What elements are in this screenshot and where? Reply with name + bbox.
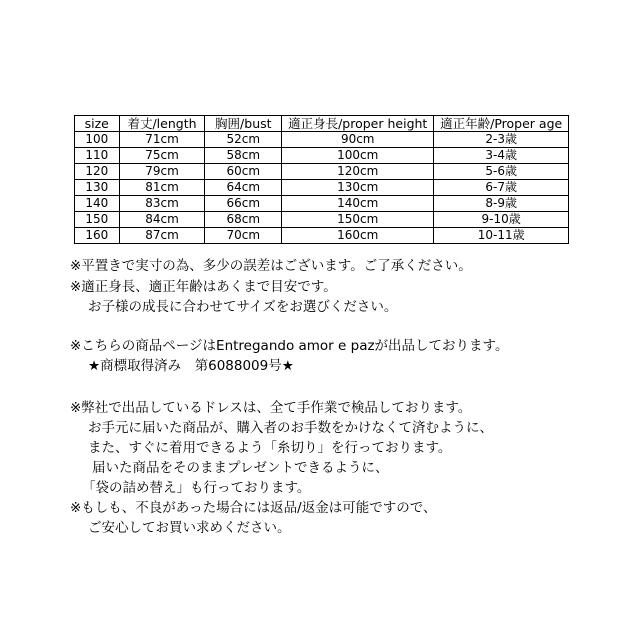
cell-bust: 52cm: [205, 132, 282, 148]
size-table: [74, 115, 569, 244]
handmade-note-line-2: お手元に届いた商品が、購入者のお手数をかけなくて済むように、: [88, 420, 493, 436]
cell-age: 9-10歳: [434, 212, 569, 228]
table-row: [75, 132, 569, 148]
trademark-note: ★商標取得済み 第6088009号★: [88, 358, 294, 374]
header-bust: 胸囲/bust: [205, 116, 282, 132]
cell-bust: 60cm: [205, 164, 282, 180]
table-row: [75, 180, 569, 196]
return-note-detail: ご安心してお買い求めください。: [88, 520, 291, 536]
size-guide-note: ※適正身長、適正年齢はあくまで目安です。: [70, 279, 337, 295]
handmade-note-line-5: 「袋の詰め替え」も行っております。: [82, 480, 311, 496]
cell-age: 6-7歳: [434, 180, 569, 196]
table-row: [75, 164, 569, 180]
table-row: [75, 196, 569, 212]
header-proper-height: 適正身長/proper height: [282, 116, 434, 132]
cell-length: 81cm: [119, 180, 205, 196]
cell-length: 71cm: [119, 132, 205, 148]
cell-height: 100cm: [282, 148, 434, 164]
cell-bust: 68cm: [205, 212, 282, 228]
cell-length: 79cm: [119, 164, 205, 180]
cell-size: 110: [75, 148, 120, 164]
cell-bust: 66cm: [205, 196, 282, 212]
size-guide-note-detail: お子様の成長に合わせてサイズをお選びください。: [88, 299, 398, 315]
handmade-note-line-4: 届いた商品をそのままプレゼントできるように、: [92, 460, 389, 476]
cell-bust: 64cm: [205, 180, 282, 196]
cell-size: 120: [75, 164, 120, 180]
table-row: [75, 228, 569, 244]
cell-height: 150cm: [282, 212, 434, 228]
cell-length: 83cm: [119, 196, 205, 212]
cell-size: 150: [75, 212, 120, 228]
table-row: [75, 148, 569, 164]
cell-height: 160cm: [282, 228, 434, 244]
cell-length: 87cm: [119, 228, 205, 244]
cell-bust: 58cm: [205, 148, 282, 164]
cell-size: 100: [75, 132, 120, 148]
cell-height: 120cm: [282, 164, 434, 180]
cell-length: 84cm: [119, 212, 205, 228]
table-header-row: [75, 116, 569, 132]
header-length: 着丈/length: [119, 116, 205, 132]
handmade-note-line-3: また、すぐに着用できるよう「糸切り」を行っております。: [88, 440, 452, 456]
header-proper-age: 適正年齢/Proper age: [434, 116, 569, 132]
cell-age: 2-3歳: [434, 132, 569, 148]
handmade-note: ※弊社で出品しているドレスは、全て手作業で検品しております。: [70, 400, 472, 416]
table-row: [75, 212, 569, 228]
cell-size: 160: [75, 228, 120, 244]
cell-height: 90cm: [282, 132, 434, 148]
cell-age: 5-6歳: [434, 164, 569, 180]
return-note: ※もしも、不良があった場合には返品/返金は可能ですので、: [70, 500, 437, 516]
cell-bust: 70cm: [205, 228, 282, 244]
cell-age: 8-9歳: [434, 196, 569, 212]
cell-age: 3-4歳: [434, 148, 569, 164]
measurement-note: ※平置きで実寸の為、多少の誤差はございます。ご了承ください。: [70, 258, 472, 274]
cell-height: 140cm: [282, 196, 434, 212]
cell-age: 10-11歳: [434, 228, 569, 244]
header-size: size: [75, 116, 120, 132]
cell-length: 75cm: [119, 148, 205, 164]
cell-size: 140: [75, 196, 120, 212]
cell-height: 130cm: [282, 180, 434, 196]
cell-size: 130: [75, 180, 120, 196]
brand-note: ※こちらの商品ページはEntregando amor e pazが出品しております。: [70, 338, 509, 354]
